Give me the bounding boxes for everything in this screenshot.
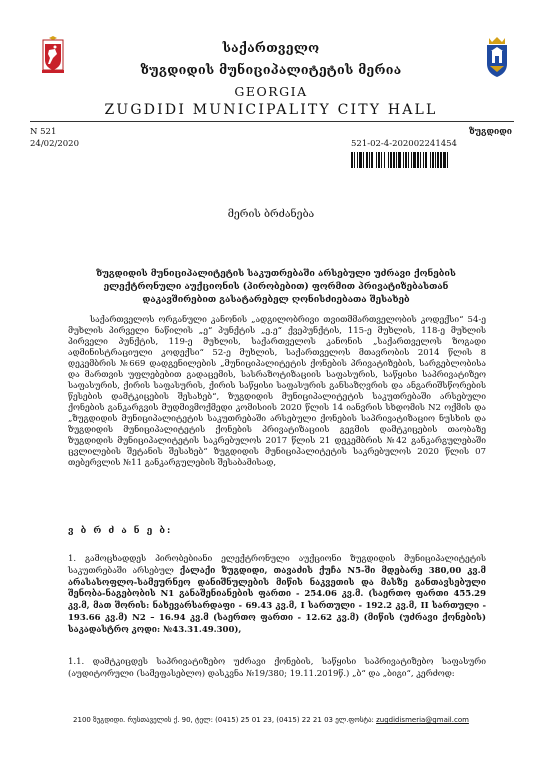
footer-email-link[interactable]: zugdidismeria@gmail.com xyxy=(376,716,469,724)
barcode xyxy=(351,152,512,168)
footer-address: 2100 ზუგდიდი. რუსთაველის ქ. 90, ტელ: (0415) 25 01 23, (0415) 22 21 03 ელ.ფოსტა: xyxy=(73,716,377,724)
org-name-en-line1: GEORGIA xyxy=(234,84,308,99)
item-text: გამოცხადდეს პირობებიანი ელექტრონული აუქციონი ზუგდიდის მუნიციპალიტეტის საკუთრებაში არსებულ xyxy=(68,554,486,576)
document-city: ზუგდიდი xyxy=(468,127,512,137)
preamble-paragraph: საქართველოს ორგანული კანონის „ადგილობრივი თვითმმართველობის კოდექსი“ 54-ე მუხლის პირველი ნაწილის „ე“ პუნქტის „ე.ე“ ქვეპუნქტის, 115-ე მუხლის, 118-ე მუხლის პირველი პუნქტის, 119-ე მუხლის, საქართველოს კანონის „საქართველოს ზოგადი ადმინისტრაციული კოდექსი“ 52-ე მუხლის, საქართველოს მთავრობის 2014 წლის 8 დეკემბრის №669 დადგენილების „მუნიციპალიტეტის ქონების პრივატიზების, სარგებლობისა და მართვის უფლებებით გადაცემის, სასრაზოტიზაციის საფასურის, საწყისი საპრივატიზეო საფასურის, ქირის საფასურის, ქირის საწყისი საფასურის განსაზღვრის და ანგარიშსწორების წესების დამტკიცების შესახებ“, ზუგდიდის მუნიციპალიტეტის საკუთრებაში არსებული ქონების განკარგვის მუდმივმოქმედი კომისიის 2020 წლის 14 იანვრის სხდომის N2 ოქმის და „ზუგდიდის მუნიციპალიტეტის საკუთრებაში არსებული ქონების საპრივატიზაციო ნუსხის და ზუგდიდის მუნიციპალიტეტის ქონების პრივატიზაციის გეგმის დამტკიცების თაობაზე ზუგდიდის მუნიციპალიტეტის საკრებულოს 2017 წლის 21 დეკემბრის №42 განკარგულებაში ცვლილების შეტანის შესახებ“ ზუგდიდის მუნიციპალიტეტის საკრებულოს 2020 წლის 07 თებერვლის №11 განკარგულების შესაბამისად, xyxy=(68,315,486,468)
order-item-1 xyxy=(68,554,486,637)
document-date: 24/02/2020 xyxy=(30,139,79,149)
order-item-1-1 xyxy=(68,657,486,681)
document-type: მერის ბრძანება xyxy=(227,208,315,220)
item-property-details: ქალაქი ზუგდიდი, თავაძის ქუჩა N5-ში მდებარე 380,00 კვ.მ არასასოფლო-სამეურნეო დანიშნულების მიწის ნაკვეთის და მასზე განთავსებული შენობა-ნაგებობის N1 განაშენიანების ფართი - 254.06 კვ.მ. (საერთო ფართი 455.29 კვ.მ, მათ შორის: ნახევარსარდაფი - 69.43 კვ.მ, I სართული - 192.2 კვ.მ, II სართული - 193.66 კვ.მ) N2 – 16.94 კვ.მ (საერთო ფართი - 12.62 კვ.მ) (მიწის (უძრავი ქონების) საკადასტრო კოდი: №43.31.49.300), xyxy=(68,565,486,635)
item-number: 1. xyxy=(68,554,77,564)
registration-number: 521-02-4-202002241454 xyxy=(351,139,457,149)
org-name-en-line2: ZUGDIDI MUNICIPALITY CITY HALL xyxy=(104,102,438,118)
org-name-ka-line2: ზუგდიდის მუნიციპალიტეტის მერია xyxy=(140,62,402,77)
header-divider xyxy=(30,121,514,122)
org-name-ka-line1: საქართველო xyxy=(222,40,320,55)
order-heading: ვ ბ რ ძ ა ნ ე ბ: xyxy=(68,526,173,536)
item-text: დამტკიცდეს საპრივატიზებო უძრავი ქონების, საწყისი საპრივატიზებო საფასური (აუდიტორული (სამეფასებლო) დასკვნა №19/380; 19.11.2019წ.) „ბ“ და „ბიგი“, კერძოდ: xyxy=(68,657,486,679)
footer-contact xyxy=(0,716,542,724)
item-number: 1.1. xyxy=(68,657,85,667)
document-title: ზუგდიდის მუნიციპალიტეტის საკუთრებაში არსებული უძრავი ქონების ელექტრონული აუქციონის (პირობებით) ფორმით პრივატიზებასთან დაკავშირებით გასატარებელ ღონისძიებათა შესახებ xyxy=(96,269,456,305)
document-number: N 521 xyxy=(30,127,57,137)
